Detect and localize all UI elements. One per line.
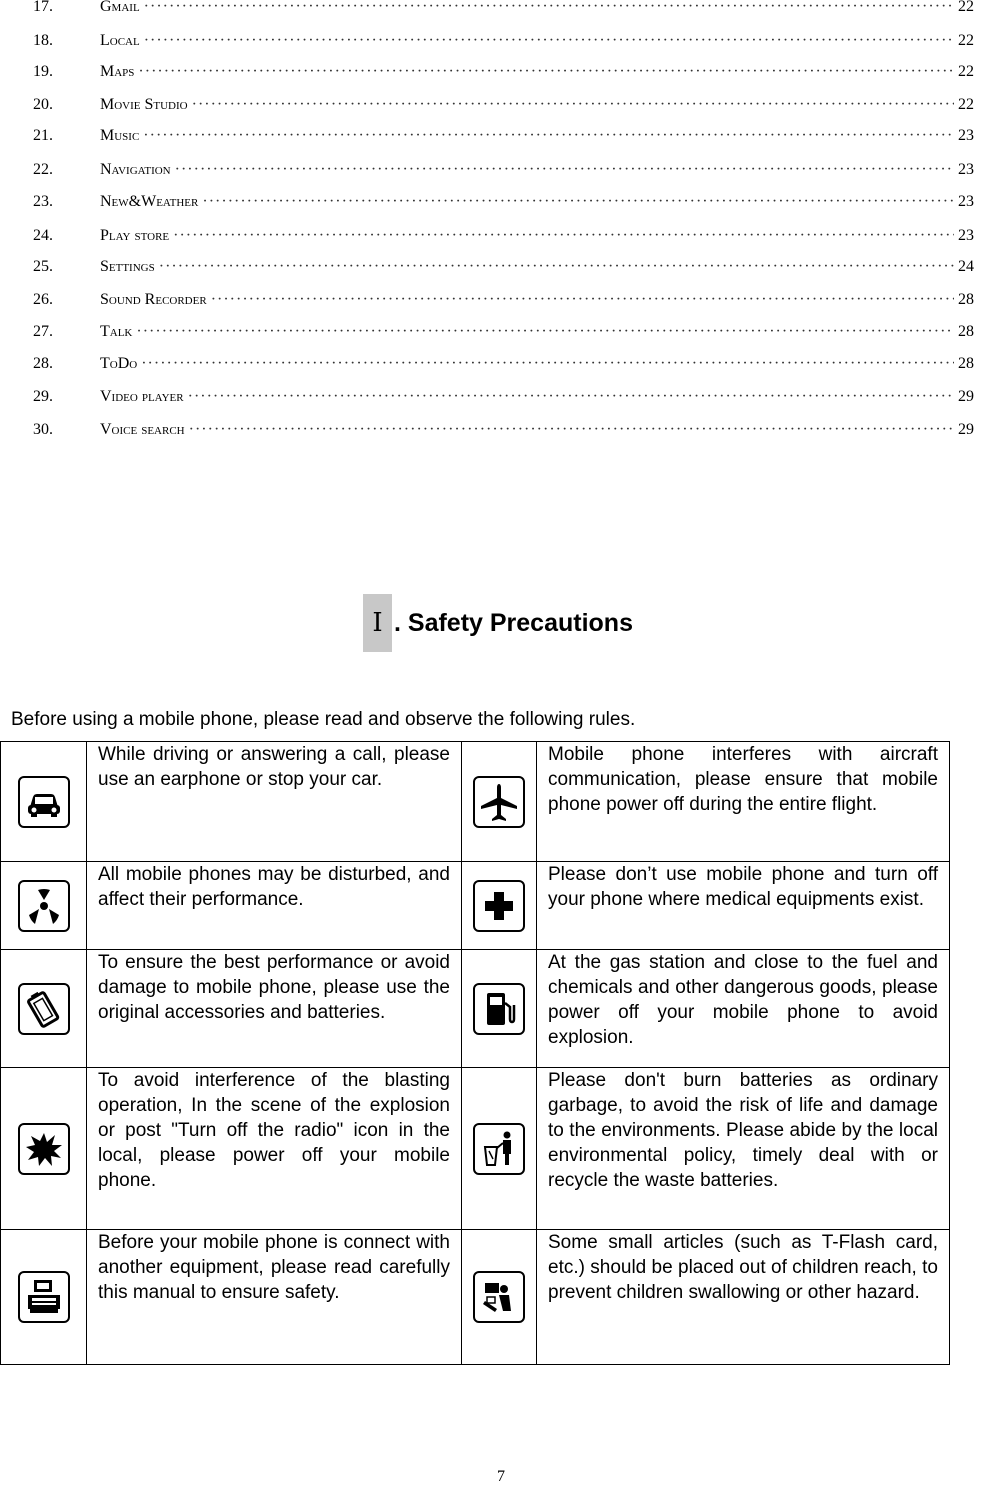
rule-text: To ensure the best performance or avoid damage to mobile phone, please use the original accessories and batteries. bbox=[98, 952, 450, 1023]
toc-row[interactable] bbox=[0, 254, 1002, 280]
toc-title: Gmail bbox=[100, 0, 140, 15]
radiation-icon bbox=[18, 880, 70, 932]
toc-row[interactable] bbox=[0, 417, 1002, 443]
toc-number: 30. bbox=[33, 421, 53, 438]
toc-title: Navigation bbox=[100, 161, 171, 178]
table-row bbox=[1, 950, 950, 1068]
section-heading bbox=[363, 594, 633, 652]
toc-page: 28 bbox=[958, 355, 974, 372]
toc-row[interactable] bbox=[0, 92, 1002, 118]
heading-title: . Safety Precautions bbox=[394, 608, 633, 637]
table-row bbox=[1, 742, 950, 862]
toc-leader bbox=[188, 384, 954, 410]
rule-text: While driving or answering a call, please use an earphone or stop your car. bbox=[98, 744, 450, 790]
explosion-icon bbox=[18, 1123, 70, 1175]
toc-page: 28 bbox=[958, 323, 974, 340]
toc-page: 22 bbox=[958, 63, 974, 80]
toc-page: 24 bbox=[958, 258, 974, 275]
rule-text: To avoid interference of the blasting operation, In the scene of the explosion or post "Turn off the radio" icon in the local, please power off your mobile phone. bbox=[98, 1070, 450, 1191]
rule-text: All mobile phones may be disturbed, and affect their performance. bbox=[98, 864, 450, 910]
toc-row[interactable] bbox=[0, 28, 1002, 54]
connect-device-icon bbox=[18, 1271, 70, 1323]
table-row bbox=[1, 862, 950, 950]
heading-number: Ⅰ bbox=[363, 594, 392, 652]
toc-number: 20. bbox=[33, 96, 53, 113]
toc-title: Play store bbox=[100, 227, 170, 244]
toc-number: 23. bbox=[33, 193, 53, 210]
toc-leader bbox=[211, 287, 954, 313]
toc-number: 28. bbox=[33, 355, 53, 372]
toc-number: 29. bbox=[33, 388, 53, 405]
toc-title: Music bbox=[100, 127, 140, 144]
table-row bbox=[1, 1068, 950, 1230]
toc-row[interactable] bbox=[0, 351, 1002, 377]
toc-leader bbox=[159, 254, 954, 280]
airplane-icon bbox=[473, 776, 525, 828]
intro-text: Before using a mobile phone, please read and observe the following rules. bbox=[11, 709, 636, 730]
toc-row[interactable] bbox=[0, 157, 1002, 183]
toc-row[interactable] bbox=[0, 223, 1002, 249]
toc-number: 18. bbox=[33, 32, 53, 49]
toc-leader bbox=[175, 157, 954, 183]
toc-title: Movie Studio bbox=[100, 96, 188, 113]
fuel-pump-icon bbox=[473, 983, 525, 1035]
toc-number: 27. bbox=[33, 323, 53, 340]
toc-number: 19. bbox=[33, 63, 53, 80]
toc-title: Voice search bbox=[100, 421, 185, 438]
medical-cross-icon bbox=[473, 880, 525, 932]
toc-page: 23 bbox=[958, 161, 974, 178]
toc-title: Settings bbox=[100, 258, 155, 275]
recycle-bin-icon bbox=[473, 1123, 525, 1175]
toc-page: 29 bbox=[958, 421, 974, 438]
toc-page: 28 bbox=[958, 291, 974, 308]
toc-number: 17. bbox=[33, 0, 53, 15]
toc-page: 22 bbox=[958, 32, 974, 49]
toc-number: 24. bbox=[33, 227, 53, 244]
rule-text: Please don’t use mobile phone and turn off your phone where medical equipments exist. bbox=[548, 864, 938, 910]
toc-page: 29 bbox=[958, 388, 974, 405]
toc-number: 26. bbox=[33, 291, 53, 308]
toc-row[interactable] bbox=[0, 287, 1002, 313]
toc-title: Video player bbox=[100, 388, 184, 405]
toc-leader bbox=[144, 28, 954, 54]
rule-text: Mobile phone interferes with aircraft communication, please ensure that mobile phone power off during the entire flight. bbox=[548, 744, 938, 815]
toc-title: New&Weather bbox=[100, 193, 199, 210]
toc-title: Sound Recorder bbox=[100, 291, 207, 308]
toc-page: 22 bbox=[958, 96, 974, 113]
child-safety-icon bbox=[473, 1271, 525, 1323]
toc-page: 23 bbox=[958, 227, 974, 244]
toc-page: 23 bbox=[958, 193, 974, 210]
toc-leader bbox=[143, 123, 954, 149]
rule-text: At the gas station and close to the fuel and chemicals and other dangerous goods, please power off your mobile phone to avoid explosion. bbox=[548, 952, 938, 1048]
rule-text: Some small articles (such as T-Flash card, etc.) should be placed out of children reach, to prevent children swallowing or other hazard. bbox=[548, 1232, 938, 1303]
toc-title: Local bbox=[100, 32, 140, 49]
car-icon bbox=[18, 776, 70, 828]
toc-page: 22 bbox=[958, 0, 974, 15]
rule-text: Please don't burn batteries as ordinary garbage, to avoid the risk of life and damage to the environments. Please abide by the local environmental policy, timely deal with or recycle the waste batteries. bbox=[548, 1070, 938, 1191]
toc-page: 23 bbox=[958, 127, 974, 144]
toc-leader bbox=[192, 92, 954, 118]
toc-leader bbox=[189, 417, 954, 443]
toc-leader bbox=[138, 59, 954, 85]
toc-row[interactable] bbox=[0, 123, 1002, 149]
toc-leader bbox=[202, 189, 954, 215]
toc-number: 22. bbox=[33, 161, 53, 178]
toc-row[interactable] bbox=[0, 59, 1002, 85]
toc-number: 25. bbox=[33, 258, 53, 275]
toc-number: 21. bbox=[33, 127, 53, 144]
rule-text: Before your mobile phone is connect with another equipment, please read carefully this manual to ensure safety. bbox=[98, 1232, 450, 1303]
toc-row[interactable] bbox=[0, 384, 1002, 410]
safety-table bbox=[0, 741, 950, 1365]
toc-title: ToDo bbox=[100, 355, 138, 372]
toc-leader bbox=[144, 0, 954, 20]
toc-title: Maps bbox=[100, 63, 135, 80]
toc-title: Talk bbox=[100, 323, 133, 340]
battery-accessory-icon bbox=[18, 983, 70, 1035]
table-row bbox=[1, 1230, 950, 1365]
toc-row[interactable] bbox=[0, 0, 1002, 20]
toc-leader bbox=[141, 351, 954, 377]
toc-leader bbox=[136, 319, 954, 345]
toc-row[interactable] bbox=[0, 319, 1002, 345]
toc-leader bbox=[173, 223, 954, 249]
page-number: 7 bbox=[497, 1468, 505, 1485]
toc-row[interactable] bbox=[0, 189, 1002, 215]
